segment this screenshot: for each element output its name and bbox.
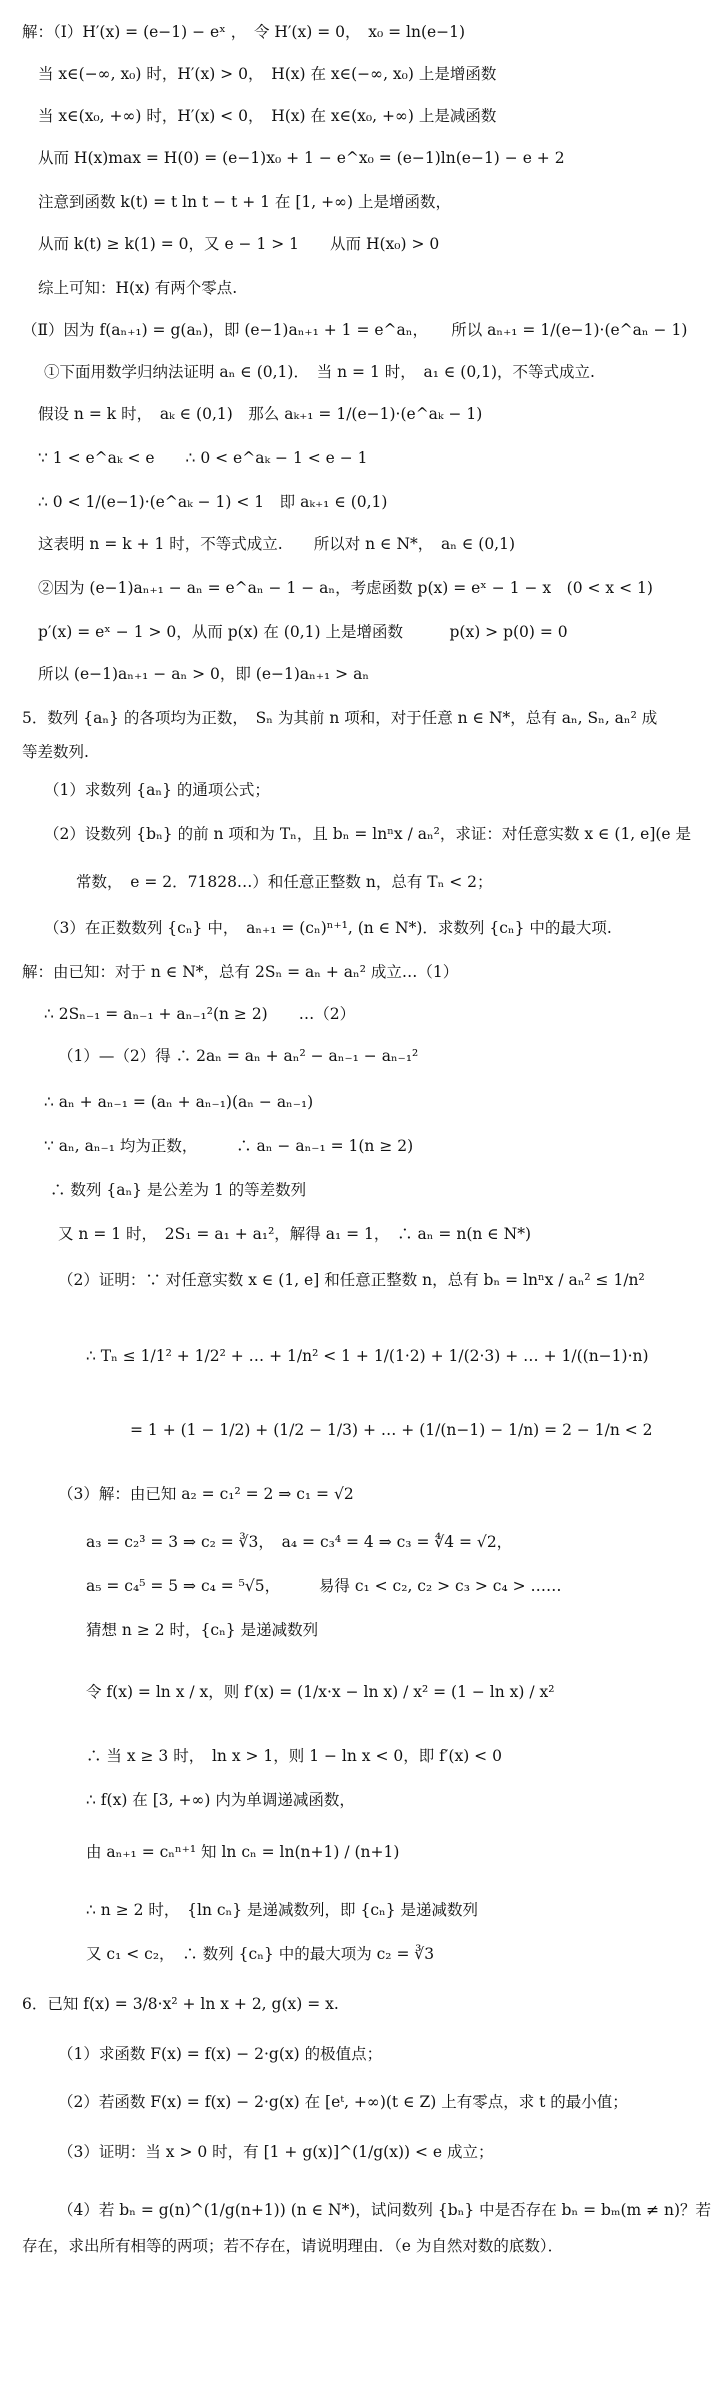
text-line: 又 n = 1 时， 2S₁ = a₁ + a₁²，解得 a₁ = 1， ∴ aₙ = n(n ∈ N*) xyxy=(58,1225,532,1243)
text-line: a₅ = c₄⁵ = 5 ⇒ c₄ = ⁵√5， 易得 c₁ < c₂, c₂ > c₃ > c₄ > …… xyxy=(86,1577,562,1595)
text-line: （4）若 bₙ = g(n)^(1/g(n+1)) (n ∈ N*)，试问数列 {bₙ} 中是否存在 bₙ = bₘ(m ≠ n)？若 xyxy=(58,2201,711,2219)
text-line: ∴ 2Sₙ₋₁ = aₙ₋₁ + aₙ₋₁²(n ≥ 2) …（2） xyxy=(44,1005,356,1023)
text-line: 综上可知：H(x) 有两个零点. xyxy=(38,279,238,297)
text-line: （Ⅱ）因为 f(aₙ₊₁) = g(aₙ)，即 (e−1)aₙ₊₁ + 1 = e^aₙ， 所以 aₙ₊₁ = 1/(e−1)·(e^aₙ − 1) xyxy=(22,321,688,339)
text-line: 假设 n = k 时， aₖ ∈ (0,1) 那么 aₖ₊₁ = 1/(e−1)·(e^aₖ − 1) xyxy=(38,405,483,423)
text-line: （1）求数列 {aₙ} 的通项公式； xyxy=(44,781,270,799)
text-line: ∴ f(x) 在 [3, +∞) 内为单调递减函数， xyxy=(86,1791,355,1809)
text-line: ①下面用数学归纳法证明 aₙ ∈ (0,1)． 当 n = 1 时， a₁ ∈ (0,1)，不等式成立. xyxy=(44,363,595,381)
text-line: （3）证明：当 x > 0 时，有 [1 + g(x)]^(1/g(x)) < e 成立； xyxy=(58,2143,494,2161)
text-line: a₃ = c₂³ = 3 ⇒ c₂ = ∛3， a₄ = c₃⁴ = 4 ⇒ c₃ = ∜4 = √2， xyxy=(86,1533,513,1551)
text-line: ∴ 0 < 1/(e−1)·(e^aₖ − 1) < 1 即 aₖ₊₁ ∈ (0,1) xyxy=(38,493,388,511)
text-line: 当 x∈(x₀, +∞) 时，H′(x) < 0， H(x) 在 x∈(x₀, +∞) 上是减函数 xyxy=(38,107,497,125)
text-line: ∴ aₙ + aₙ₋₁ = (aₙ + aₙ₋₁)(aₙ − aₙ₋₁) xyxy=(44,1093,314,1111)
text-line: 这表明 n = k + 1 时，不等式成立. 所以对 n ∈ N*， aₙ ∈ (0,1) xyxy=(38,535,516,553)
text-line: ∵ aₙ, aₙ₋₁ 均为正数， ∴ aₙ − aₙ₋₁ = 1(n ≥ 2) xyxy=(44,1137,414,1155)
text-line: （2）若函数 F(x) = f(x) − 2·g(x) 在 [eᵗ, +∞)(t ∈ Z) 上有零点，求 t 的最小值； xyxy=(58,2093,628,2111)
text-line: 解：（Ⅰ）H′(x) = (e−1) − eˣ ， 令 H′(x) = 0， x₀ = ln(e−1) xyxy=(22,23,466,41)
text-line: = 1 + (1 − 1/2) + (1/2 − 1/3) + … + (1/(n−1) − 1/n) = 2 − 1/n < 2 xyxy=(130,1421,653,1439)
text-line: 由 aₙ₊₁ = cₙⁿ⁺¹ 知 ln cₙ = ln(n+1) / (n+1) xyxy=(86,1843,400,1861)
text-line: ∴ 当 x ≥ 3 时， ln x > 1，则 1 − ln x < 0，即 f′(x) < 0 xyxy=(86,1747,502,1765)
text-line: 6．已知 f(x) = 3/8·x² + ln x + 2, g(x) = x. xyxy=(22,1995,339,2013)
text-line: 令 f(x) = ln x / x，则 f′(x) = (1/x·x − ln x) / x² = (1 − ln x) / x² xyxy=(86,1683,555,1701)
text-line: （3）解：由已知 a₂ = c₁² = 2 ⇒ c₁ = √2 xyxy=(58,1485,354,1503)
text-line: 注意到函数 k(t) = t ln t − t + 1 在 [1, +∞) 上是增函数， xyxy=(38,193,451,211)
text-line: 又 c₁ < c₂， ∴ 数列 {cₙ} 中的最大项为 c₂ = ∛3 xyxy=(86,1945,435,1963)
text-line: ∵ 1 < e^aₖ < e ∴ 0 < e^aₖ − 1 < e − 1 xyxy=(38,449,368,467)
text-line: （1）—（2）得 ∴ 2aₙ = aₙ + aₙ² − aₙ₋₁ − aₙ₋₁² xyxy=(58,1047,419,1065)
text-line: 从而 H(x)max = H(0) = (e−1)x₀ + 1 − e^x₀ = (e−1)ln(e−1) − e + 2 xyxy=(38,149,565,167)
text-line: ∴ n ≥ 2 时， {ln cₙ} 是递减数列，即 {cₙ} 是递减数列 xyxy=(86,1901,479,1919)
text-line: 所以 (e−1)aₙ₊₁ − aₙ > 0，即 (e−1)aₙ₊₁ > aₙ xyxy=(38,665,370,683)
text-line: 等差数列. xyxy=(22,743,89,761)
text-line: （3）在正数数列 {cₙ} 中， aₙ₊₁ = (cₙ)ⁿ⁺¹, (n ∈ N*)．求数列 {cₙ} 中的最大项. xyxy=(44,919,612,937)
text-line: ②因为 (e−1)aₙ₊₁ − aₙ = e^aₙ − 1 − aₙ，考虑函数 p(x) = eˣ − 1 − x (0 < x < 1) xyxy=(38,579,653,597)
text-line: 5．数列 {aₙ} 的各项均为正数， Sₙ 为其前 n 项和，对于任意 n ∈ N*，总有 aₙ, Sₙ, aₙ² 成 xyxy=(22,709,658,727)
text-line: ∴ 数列 {aₙ} 是公差为 1 的等差数列 xyxy=(50,1181,307,1199)
text-line: ∴ Tₙ ≤ 1/1² + 1/2² + … + 1/n² < 1 + 1/(1·2) + 1/(2·3) + … + 1/((n−1)·n) xyxy=(86,1347,649,1365)
text-line: 常数， e = 2．71828…）和任意正整数 n，总有 Tₙ < 2； xyxy=(76,873,493,891)
text-line: 解：由已知：对于 n ∈ N*，总有 2Sₙ = aₙ + aₙ² 成立…（1） xyxy=(22,963,459,981)
text-line: （1）求函数 F(x) = f(x) − 2·g(x) 的极值点； xyxy=(58,2045,383,2063)
text-line: 当 x∈(−∞, x₀) 时，H′(x) > 0， H(x) 在 x∈(−∞, x₀) 上是增函数 xyxy=(38,65,497,83)
text-line: （2）设数列 {bₙ} 的前 n 项和为 Tₙ，且 bₙ = lnⁿx / aₙ²，求证：对任意实数 x ∈ (1, e](e 是 xyxy=(44,825,692,843)
text-line: 存在，求出所有相等的两项；若不存在，请说明理由．（e 为自然对数的底数）． xyxy=(22,2237,564,2255)
text-line: 从而 k(t) ≥ k(1) = 0，又 e − 1 > 1 从而 H(x₀) > 0 xyxy=(38,235,440,253)
text-line: （2）证明：∵ 对任意实数 x ∈ (1, e] 和任意正整数 n，总有 bₙ = lnⁿx / aₙ² ≤ 1/n² xyxy=(58,1271,645,1289)
text-line: 猜想 n ≥ 2 时，{cₙ} 是递减数列 xyxy=(86,1621,319,1639)
text-line: p′(x) = eˣ − 1 > 0，从而 p(x) 在 (0,1) 上是增函数 p(x) > p(0) = 0 xyxy=(38,623,568,641)
